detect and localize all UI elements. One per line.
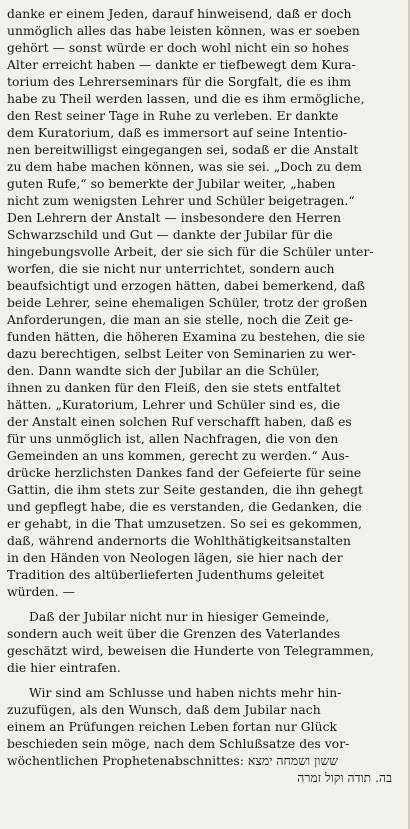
text-line: beide Lehrer, seine ehemaligen Schüler, trotz der großen xyxy=(7,296,368,310)
text-line: nen bereitwilligst eingegangen sei, sodaß er die Anstalt xyxy=(7,143,359,157)
text-line: geschätzt wird, beweisen die Hunderte von Telegrammen, xyxy=(7,644,375,658)
text-line: hingebungsvolle Arbeit, der sie sich für die Schüler unter- xyxy=(7,245,374,259)
text-line: Den Lehrern der Anstalt — insbesondere den Herren xyxy=(7,211,342,225)
paragraph-2 xyxy=(7,609,410,677)
text-line: würden. — xyxy=(7,585,75,599)
text-line: Daß der Jubilar nicht nur in hiesiger Gemeinde, xyxy=(29,610,330,624)
text-line: unmöglich alles das habe leisten können, was er soeben xyxy=(7,24,360,38)
paragraph-3 xyxy=(7,685,410,787)
text-line: beaufsichtigt und erzogen hätten, dabei bemerkend, daß xyxy=(7,279,365,293)
text-line: den Rest seiner Tage in Ruhe zu verleben. Er dankte xyxy=(7,109,339,123)
text-line: er gehabt, in die That umzusetzen. So sei es gekommen, xyxy=(7,517,362,531)
text-line: gehört — sonst würde er doch wohl nicht ein so hohes xyxy=(7,41,349,55)
text-line: Alter erreicht haben — dankte er tiefbewegt dem Kura- xyxy=(7,58,356,72)
text-line: worfen, die sie nicht nur unterrichtet, sondern auch xyxy=(7,262,335,276)
text-line: funden hätten, die höheren Examina zu bestehen, die sie xyxy=(7,330,366,344)
text-line: drücke herzlichsten Dankes fand der Gefeierte für seine xyxy=(7,466,362,480)
paragraph-1 xyxy=(7,6,410,601)
text-line: Wir sind am Schlusse und haben nichts mehr hin- xyxy=(29,686,342,700)
text-line: die hier eintrafen. xyxy=(7,661,121,675)
text-line: Gattin, die ihm stets zur Seite gestanden, die ihn gehegt xyxy=(7,483,363,497)
text-line: sondern auch weit über die Grenzen des Vaterlandes xyxy=(7,627,341,641)
text-line: zu dem habe machen können, was sie sei. „Doch zu dem xyxy=(7,160,362,174)
text-line: für uns unmöglich ist, allen Nachfragen, die von den xyxy=(7,432,339,446)
text-line: Tradition des altüberlieferten Judenthums geleitet xyxy=(7,568,325,582)
text-line: zuzufügen, als den Wunsch, daß dem Jubilar nach xyxy=(7,703,321,717)
text-line: danke er einem Jeden, darauf hinweisend, daß er doch xyxy=(7,7,352,21)
text-line: hätten. „Kuratorium, Lehrer und Schüler sind es, die xyxy=(7,398,341,412)
text-line: einem an Prüfungen reichen Leben fortan nur Glück xyxy=(7,720,338,734)
text-line: der Anstalt einen solchen Ruf verschafft haben, daß es xyxy=(7,415,352,429)
text-line: ihnen zu danken für den Fleiß, den sie stets entfaltet xyxy=(7,381,341,395)
text-line: nicht zum wenigsten Lehrer und Schüler beigetragen.“ xyxy=(7,194,355,208)
text-line: wöchentlichen Prophetenabschnittes: ששון ושמחה ימצא xyxy=(7,754,339,768)
hebrew-quote-line: בה. תודה וקול זמרה xyxy=(297,771,392,785)
text-line: dem Kuratorium, daß es immersort auf seine Intentio- xyxy=(7,126,348,140)
text-line: daß, während andernorts die Wohlthätigkeitsanstalten xyxy=(7,534,351,548)
text-line: dazu berechtigen, selbst Leiter von Seminarien zu wer- xyxy=(7,347,356,361)
text-line: Schwarzschild und Gut — dankte der Jubilar für die xyxy=(7,228,333,242)
text-line: guten Rufe,“ so bemerkte der Jubilar weiter, „haben xyxy=(7,177,336,191)
text-line: und gepflegt habe, die es verstanden, die Gedanken, die xyxy=(7,500,362,514)
text-line: habe zu Theil werden lassen, und die es ihm ermögliche, xyxy=(7,92,365,106)
text-line: Gemeinden an uns kommen, gerecht zu werden.“ Aus- xyxy=(7,449,350,463)
text-line: in den Händen von Neologen lägen, sie hier nach der xyxy=(7,551,343,565)
text-line: den. Dann wandte sich der Jubilar an die Schüler, xyxy=(7,364,320,378)
text-line: beschieden sein möge, nach dem Schlußsatze des vor- xyxy=(7,737,350,751)
text-line: Anforderungen, die man an sie stelle, noch die Zeit ge- xyxy=(7,313,353,327)
text-line: torium des Lehrerseminars für die Sorgfalt, die es ihm xyxy=(7,75,352,89)
